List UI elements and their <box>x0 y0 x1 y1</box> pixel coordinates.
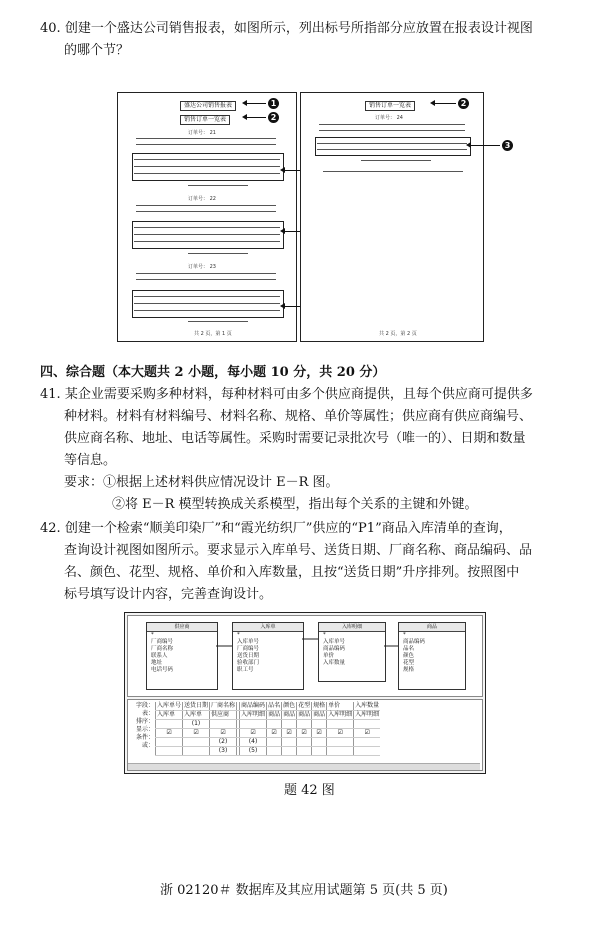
marker-1: 1 <box>268 98 279 109</box>
query-grid[interactable] <box>155 702 380 756</box>
section4-heading <box>40 362 385 384</box>
q42-text <box>40 518 600 606</box>
order-detail-frame-4 <box>315 137 471 156</box>
q42-number: 42. <box>40 521 61 536</box>
report-right-subtitle: 销售订单一览表 <box>365 101 415 111</box>
query-table-area <box>127 615 483 697</box>
grid-row-table: 入库单 入库单 供应商 入库明细 商品 商品 商品 商品 入库明细 入库明细 <box>157 711 380 718</box>
q41-line2: 种材料。材料有材料编号、材料名称、规格、单价等属性；供应商有供应商编号、 <box>64 409 533 424</box>
report-right-footer: 共 2 页，第 2 页 <box>379 331 417 337</box>
report-right-page <box>300 92 484 342</box>
order-label-3: 订单号： 23 <box>188 264 216 270</box>
q40-text <box>40 18 600 62</box>
q41-text <box>40 384 600 516</box>
grid-row-sort: (1) <box>156 720 381 729</box>
q41-req2: ②将 E－R 模型转换成关系模型，指出每个关系的主键和外键。 <box>112 497 478 512</box>
grid-row-criteria: (2) (4) <box>156 738 381 747</box>
order-label-1: 订单号： 21 <box>188 130 216 136</box>
grid-row-labels: 字段： 表： 排序： 显示： 条件： 或： <box>135 702 154 749</box>
order-label-4: 订单号： 24 <box>375 115 403 121</box>
table-inbound-order[interactable]: 入库单 * 入库单号 厂商编号 送货日期 验收部门 职工号 <box>232 622 304 690</box>
horizontal-scrollbar[interactable] <box>128 763 480 770</box>
table-supplier[interactable]: 供应商 * 厂商编号 厂商名称 联系人 地址 电话号码 <box>146 622 218 690</box>
section4-title: 四、综合题 <box>40 365 106 380</box>
query-design-view <box>124 612 486 774</box>
q40-line1: 创建一个盛达公司销售报表，如图所示，列出标号所指部分应放置在报表设计视图 <box>64 21 533 36</box>
grid-row-or: (3) (5) <box>156 747 381 756</box>
order-detail-frame-2 <box>132 221 284 249</box>
report-title: 盛达公司销售报表 <box>180 101 236 111</box>
q41-number: 41. <box>40 387 61 402</box>
report-left-page <box>117 92 297 342</box>
grid-row-field: 入库单号 送货日期 厂商名称 商品编码 品名 颜色 花型 规格 单价 入库数量 <box>157 702 380 709</box>
q41-line4: 等信息。 <box>64 453 117 468</box>
page-footer: 浙 02120＃ 数据库及其应用试题第 5 页(共 5 页) <box>160 883 448 898</box>
query-grid-area <box>127 699 483 771</box>
q42-line1: 创建一个检索“顺美印染厂”和“霞光纺织厂”供应的“P1”商品入库清单的查询， <box>64 521 512 536</box>
q41-line1: 某企业需要采购多种材料，每种材料可由多个供应商提供，且每个供应商可提供多 <box>64 387 533 402</box>
marker-3d: 3 <box>502 140 513 151</box>
grid-row-show: ☑ ☑ ☑ ☑ ☑ ☑ ☑ ☑ ☑ ☑ <box>156 729 381 738</box>
relationship-lines <box>128 616 482 696</box>
section4-desc: （本大题共 2 小题，每小题 10 分，共 20 分） <box>105 365 386 380</box>
figure-42-caption: 题 42 图 <box>284 783 335 798</box>
q41-line3: 供应商名称、地址、电话等属性。采购时需要记录批次号（唯一的）、日期和数量 <box>64 431 526 446</box>
order-detail-frame-3 <box>132 290 284 318</box>
report-left-footer: 共 2 页，第 1 页 <box>194 331 232 337</box>
marker-2: 2 <box>268 112 279 123</box>
q42-line2: 查询设计视图如图所示。要求显示入库单号、送货日期、厂商名称、商品编码、品 <box>64 543 533 558</box>
q40-line2: 的哪个节？ <box>64 43 130 58</box>
table-inbound-detail[interactable]: 入库明细 * 入库单号 商品编码 单价 入库数量 <box>318 622 386 682</box>
table-product[interactable]: 商品 * 商品编码 品名 颜色 花型 规格 <box>398 622 466 690</box>
q42-line4: 标号填写设计内容，完善查询设计。 <box>64 587 273 602</box>
order-label-2: 订单号： 22 <box>188 196 216 202</box>
order-detail-frame-1 <box>132 153 284 181</box>
q41-req1: 要求：①根据上述材料供应情况设计 E－R 图。 <box>64 475 339 490</box>
q42-line3: 名、颜色、花型、规格、单价和入库数量，且按“送货日期”升序排列。按照图中 <box>64 565 520 580</box>
marker-2b: 2 <box>458 98 469 109</box>
q40-number: 40. <box>40 21 61 36</box>
report-subtitle: 销售订单一览表 <box>180 115 230 125</box>
